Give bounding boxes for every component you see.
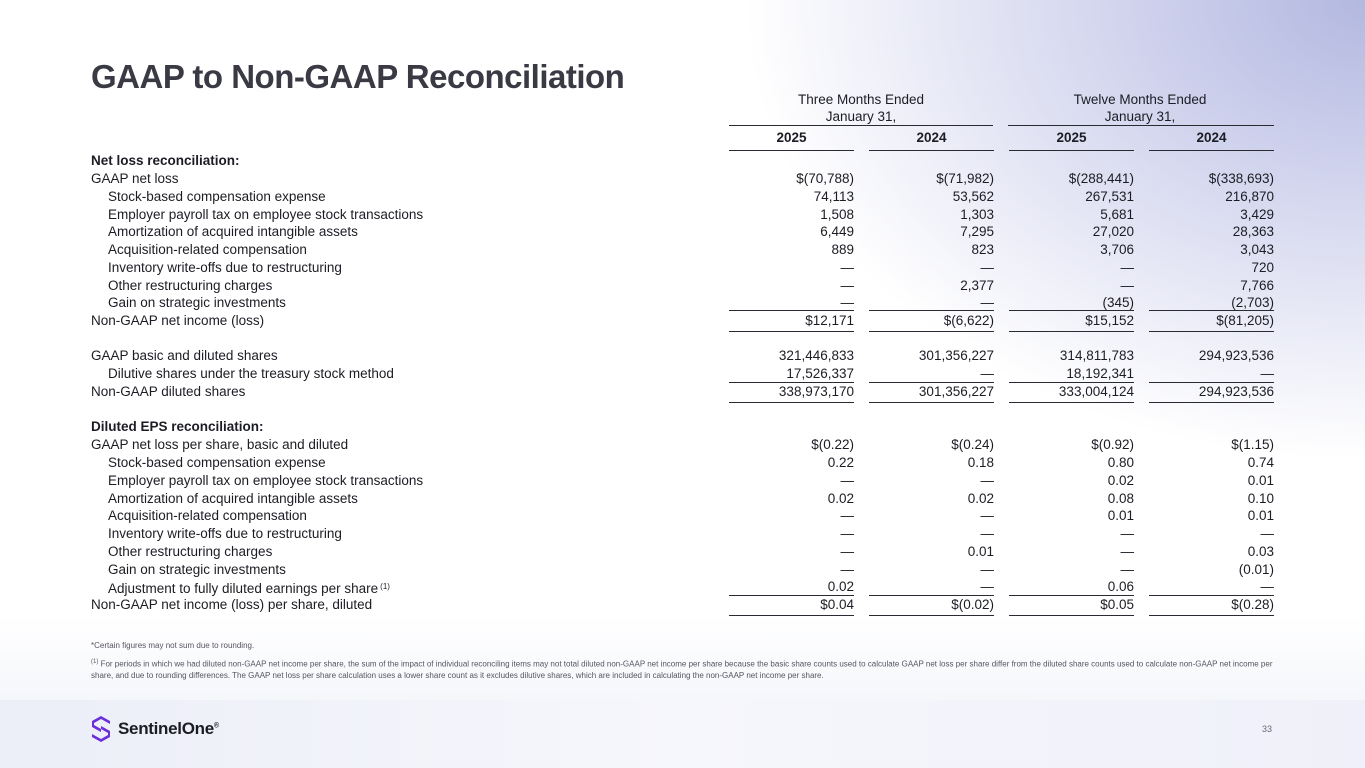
row-label: Gain on strategic investments <box>108 295 286 310</box>
brand-name <box>118 719 219 739</box>
cell-value: 5,681 <box>1100 207 1134 222</box>
cell-value: 823 <box>971 242 994 257</box>
total-rule <box>1149 615 1274 616</box>
row-label: Gain on strategic investments <box>108 562 286 577</box>
cell-value: 0.06 <box>1107 579 1134 594</box>
column-header-year: 2025 <box>1056 130 1087 145</box>
table-row <box>91 525 1276 543</box>
footnote-1-mark: (1) <box>91 659 99 665</box>
total-rule <box>1149 402 1274 403</box>
cell-value: 3,043 <box>1240 242 1274 257</box>
group-underline <box>1008 125 1274 126</box>
row-label-text: Adjustment to fully diluted earnings per share <box>108 581 379 596</box>
column-header-underline <box>869 150 994 151</box>
total-rule <box>1009 402 1134 403</box>
table-row-total <box>91 312 1276 330</box>
cell-value: $12,171 <box>805 313 854 328</box>
subtotal-rule <box>869 382 994 383</box>
cell-value: 0.74 <box>1247 455 1274 470</box>
column-group-three-months <box>729 91 993 125</box>
cell-value: — <box>980 562 994 577</box>
row-label: Amortization of acquired intangible assets <box>108 224 358 239</box>
total-rule <box>869 615 994 616</box>
row-label: GAAP net loss <box>91 171 179 186</box>
cell-value: 0.02 <box>1107 473 1134 488</box>
row-label: Other restructuring charges <box>108 278 273 293</box>
cell-value: — <box>1120 562 1134 577</box>
cell-value: $0.05 <box>1100 597 1134 612</box>
subtotal-rule <box>1009 382 1134 383</box>
subtotal-rule <box>729 310 854 311</box>
cell-value: 3,706 <box>1100 242 1134 257</box>
footnote-1-text: For periods in which we had diluted non-GAAP net income per share, the sum of the impact of individual reconciling items may not total diluted non-GAAP net income per share because the basic share counts used to calculate GAAP net loss per share differ from the diluted share counts used to calculate non-GAAP net income per share, and due to rounding differences. The GAAP net loss per share calculation uses a lower share count as it excludes dilutive shares, which are included in calculating the non-GAAP net income per share. <box>91 659 1273 680</box>
total-rule <box>729 331 854 332</box>
cell-value: $(71,982) <box>936 171 994 186</box>
column-header-underline <box>1009 150 1134 151</box>
cell-value: $(81,205) <box>1216 313 1274 328</box>
cell-value: — <box>980 473 994 488</box>
cell-value: 294,923,536 <box>1198 384 1274 399</box>
total-rule <box>729 615 854 616</box>
cell-value: 720 <box>1251 260 1274 275</box>
subtotal-rule <box>869 310 994 311</box>
subtotal-rule <box>729 382 854 383</box>
subtotal-rule <box>869 595 994 596</box>
table-row-total <box>91 383 1276 401</box>
cell-value: 27,020 <box>1092 224 1134 239</box>
cell-value: (2,703) <box>1231 295 1274 310</box>
cell-value: $(1.15) <box>1231 437 1274 452</box>
subtotal-rule <box>1149 382 1274 383</box>
table-row <box>91 578 1276 596</box>
row-label <box>108 578 390 598</box>
cell-value: — <box>1260 366 1274 381</box>
row-label: Inventory write-offs due to restructuring <box>108 260 342 275</box>
brand-name-text: SentinelOne <box>118 719 214 738</box>
cell-value: $(70,788) <box>796 171 854 186</box>
row-label: Non-GAAP net income (loss) <box>91 313 265 328</box>
cell-value: 301,356,227 <box>918 384 994 399</box>
total-rule <box>1009 331 1134 332</box>
row-label: Acquisition-related compensation <box>108 508 307 523</box>
table-row-section-header <box>91 418 1276 436</box>
subtotal-rule <box>1149 310 1274 311</box>
cell-value: $(0.28) <box>1231 597 1274 612</box>
table-row <box>91 561 1276 579</box>
table-row <box>91 472 1276 490</box>
cell-value: 0.18 <box>967 455 994 470</box>
cell-value: 0.03 <box>1247 544 1274 559</box>
row-label: Other restructuring charges <box>108 544 273 559</box>
cell-value: 7,295 <box>960 224 994 239</box>
cell-value: $(0.02) <box>951 597 994 612</box>
cell-value: 0.08 <box>1107 491 1134 506</box>
table-row <box>91 223 1276 241</box>
row-label: Non-GAAP net income (loss) per share, diluted <box>91 597 373 612</box>
cell-value: 1,303 <box>960 207 994 222</box>
row-label: Stock-based compensation expense <box>108 455 326 470</box>
cell-value: 301,356,227 <box>918 348 994 363</box>
table-row <box>91 277 1276 295</box>
sentinelone-logo-icon <box>91 716 111 742</box>
cell-value: 0.02 <box>967 491 994 506</box>
subtotal-rule <box>729 595 854 596</box>
cell-value: (0.01) <box>1238 562 1274 577</box>
cell-value: 6,449 <box>820 224 854 239</box>
table-row <box>91 365 1276 383</box>
cell-value: — <box>840 278 854 293</box>
cell-value: — <box>1120 526 1134 541</box>
column-group-line1: Three Months Ended <box>797 92 925 107</box>
cell-value: 321,446,833 <box>778 348 854 363</box>
column-header-year: 2024 <box>916 130 947 145</box>
row-label: GAAP basic and diluted shares <box>91 348 278 363</box>
table-row <box>91 436 1276 454</box>
row-label: Inventory write-offs due to restructuring <box>108 526 342 541</box>
row-label: Non-GAAP diluted shares <box>91 384 246 399</box>
table-row <box>91 490 1276 508</box>
column-group-line1: Twelve Months Ended <box>1073 92 1207 107</box>
cell-value: — <box>980 526 994 541</box>
cell-value: $(6,622) <box>943 313 994 328</box>
cell-value: — <box>1120 260 1134 275</box>
table-row <box>91 543 1276 561</box>
cell-value: $15,152 <box>1085 313 1134 328</box>
cell-value: 53,562 <box>952 189 994 204</box>
cell-value: $0.04 <box>820 597 854 612</box>
table-row <box>91 259 1276 277</box>
cell-value: $(288,441) <box>1068 171 1134 186</box>
row-label: Diluted EPS reconciliation: <box>91 419 264 434</box>
group-underline <box>729 125 993 126</box>
cell-value: 0.01 <box>1247 473 1274 488</box>
cell-value: 0.22 <box>827 455 854 470</box>
cell-value: — <box>980 508 994 523</box>
column-header-underline <box>1149 150 1274 151</box>
cell-value: 267,531 <box>1085 189 1134 204</box>
cell-value: 294,923,536 <box>1198 348 1274 363</box>
cell-value: $(338,693) <box>1208 171 1274 186</box>
cell-value: 1,508 <box>820 207 854 222</box>
cell-value: 338,973,170 <box>778 384 854 399</box>
column-group-twelve-months <box>1008 91 1272 125</box>
row-label: Employer payroll tax on employee stock transactions <box>108 207 424 222</box>
cell-value: — <box>840 260 854 275</box>
footnote-1 <box>91 657 1276 681</box>
brand-logo <box>91 716 219 742</box>
row-label: Stock-based compensation expense <box>108 189 326 204</box>
cell-value: 0.10 <box>1247 491 1274 506</box>
cell-value: — <box>840 544 854 559</box>
cell-value: — <box>1120 544 1134 559</box>
total-rule <box>729 402 854 403</box>
row-label: Acquisition-related compensation <box>108 242 307 257</box>
cell-value: 333,004,124 <box>1058 384 1134 399</box>
cell-value: 28,363 <box>1232 224 1274 239</box>
cell-value: 0.01 <box>1247 508 1274 523</box>
row-label: Dilutive shares under the treasury stock method <box>108 366 394 381</box>
cell-value: — <box>1260 579 1274 594</box>
cell-value: 74,113 <box>813 189 854 204</box>
cell-value: — <box>980 260 994 275</box>
cell-value: 314,811,783 <box>1059 348 1134 363</box>
cell-value: 18,192,341 <box>1066 366 1134 381</box>
table-row <box>91 188 1276 206</box>
cell-value: $(0.24) <box>951 437 994 452</box>
row-label: Amortization of acquired intangible assets <box>108 491 358 506</box>
row-label: Employer payroll tax on employee stock transactions <box>108 473 424 488</box>
table-row <box>91 347 1276 365</box>
total-rule <box>1009 615 1134 616</box>
total-rule <box>1149 331 1274 332</box>
table-row <box>91 170 1276 188</box>
column-header-year: 2025 <box>776 130 807 145</box>
table-row <box>91 454 1276 472</box>
row-label: GAAP net loss per share, basic and diluted <box>91 437 349 452</box>
brand-registered-mark: ® <box>213 722 219 730</box>
cell-value: 0.02 <box>827 579 854 594</box>
subtotal-rule <box>1009 595 1134 596</box>
row-label: Net loss reconciliation: <box>91 153 240 168</box>
cell-value: — <box>840 562 854 577</box>
footnote-mark: (1) <box>380 582 390 591</box>
total-rule <box>869 331 994 332</box>
cell-value: 0.02 <box>827 491 854 506</box>
footnote-rounding: *Certain figures may not sum due to rounding. <box>91 641 255 650</box>
cell-value: (345) <box>1102 295 1134 310</box>
cell-value: 17,526,337 <box>786 366 854 381</box>
table-row <box>91 206 1276 224</box>
cell-value: 3,429 <box>1240 207 1274 222</box>
table-row <box>91 507 1276 525</box>
cell-value: — <box>840 295 854 310</box>
cell-value: 0.01 <box>967 544 994 559</box>
cell-value: — <box>1120 278 1134 293</box>
table-row-section-header <box>91 152 1276 170</box>
cell-value: 0.01 <box>1107 508 1134 523</box>
column-header-year: 2024 <box>1196 130 1227 145</box>
cell-value: 216,870 <box>1225 189 1274 204</box>
cell-value: $(0.92) <box>1091 437 1134 452</box>
cell-value: — <box>840 526 854 541</box>
subtotal-rule <box>1149 595 1274 596</box>
total-rule <box>869 402 994 403</box>
table-row <box>91 241 1276 259</box>
page-number: 33 <box>1261 724 1272 734</box>
cell-value: — <box>980 579 994 594</box>
column-group-line2: January 31, <box>1104 109 1176 124</box>
cell-value: 0.80 <box>1107 455 1134 470</box>
cell-value: — <box>980 366 994 381</box>
table-row-total <box>91 596 1276 614</box>
cell-value: 7,766 <box>1240 278 1274 293</box>
cell-value: — <box>1260 526 1274 541</box>
cell-value: $(0.22) <box>811 437 854 452</box>
column-group-line2: January 31, <box>825 109 897 124</box>
cell-value: — <box>840 508 854 523</box>
page-title: GAAP to Non-GAAP Reconciliation <box>91 58 625 95</box>
subtotal-rule <box>1009 310 1134 311</box>
cell-value: — <box>980 295 994 310</box>
column-header-underline <box>729 150 854 151</box>
cell-value: — <box>840 473 854 488</box>
cell-value: 889 <box>831 242 854 257</box>
cell-value: 2,377 <box>960 278 994 293</box>
